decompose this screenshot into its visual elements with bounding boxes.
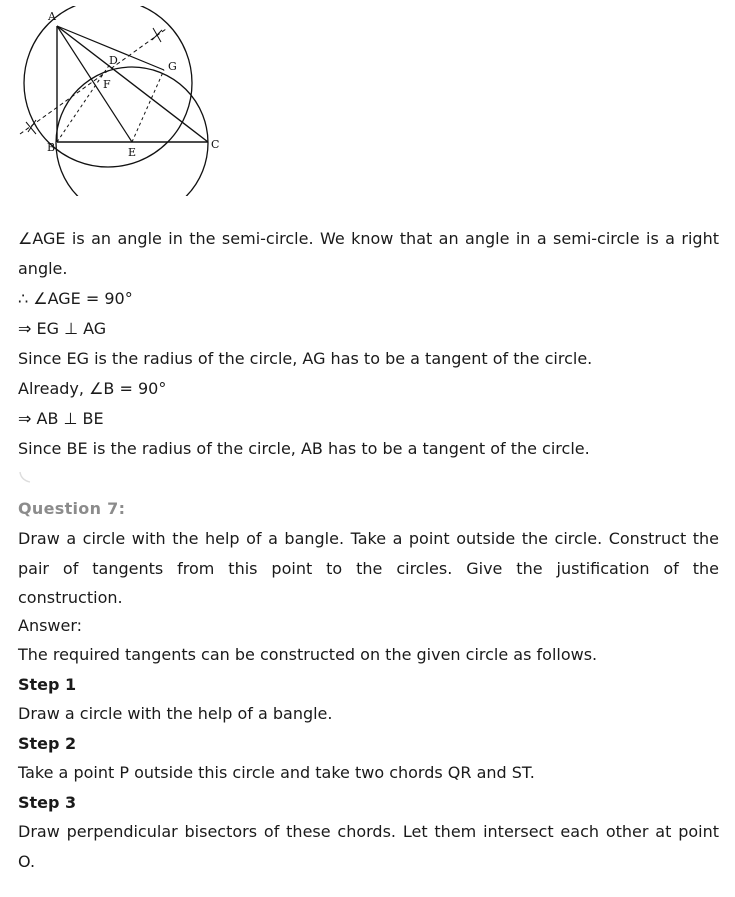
answer-intro: The required tangents can be constructed on the given circle as follows. — [18, 645, 598, 664]
text-line: ⇒ AB ⊥ BE — [18, 409, 104, 428]
label-f: F — [103, 78, 111, 91]
segment-eg — [132, 70, 164, 142]
label-c: C — [211, 138, 220, 151]
label-b: B — [47, 141, 56, 154]
label-a: A — [48, 10, 56, 23]
geometry-figure — [14, 6, 226, 196]
answer-label: Answer: — [18, 616, 83, 635]
step-title: Step 2 — [18, 734, 77, 753]
text-line: Since BE is the radius of the circle, AB has to be a tangent of the circle. — [18, 439, 590, 458]
step-text: Draw perpendicular bisectors of these chords. Let them intersect each other at point — [18, 822, 719, 841]
segment-ac — [57, 26, 208, 142]
step-text: Take a point P outside this circle and take two chords QR and ST. — [18, 763, 535, 782]
circle-centered-e — [56, 67, 208, 196]
question-text-line: construction. — [18, 588, 123, 607]
arc-mark-right — [152, 28, 162, 42]
text-line: ∠AGE is an angle in the semi-circle. We know that an angle in a semi-circle is a right — [18, 229, 719, 248]
section-spacer — [18, 464, 719, 494]
circle-construction-diagram — [14, 6, 226, 196]
step-title: Step 1 — [18, 675, 77, 694]
step-text: O. — [18, 852, 36, 871]
step-text: Draw a circle with the help of a bangle. — [18, 704, 333, 723]
text-line: angle. — [18, 259, 68, 278]
solution-content — [18, 224, 719, 877]
question-heading: Question 7: — [18, 499, 126, 518]
arc-mark-left — [26, 120, 36, 134]
label-g: G — [168, 60, 177, 73]
question-text-line: Draw a circle with the help of a bangle. Take a point outside the circle. Construct the — [18, 529, 719, 548]
text-line: Already, ∠B = 90° — [18, 379, 167, 398]
step-title: Step 3 — [18, 793, 77, 812]
text-line: ⇒ EG ⊥ AG — [18, 319, 107, 338]
label-d: D — [109, 54, 118, 67]
text-line: ∴ ∠AGE = 90° — [18, 289, 133, 308]
segment-bd — [57, 64, 110, 142]
question-text-line: pair of tangents from this point to the circles. Give the justification of the — [18, 559, 719, 578]
text-line: Since EG is the radius of the circle, AG has to be a tangent of the circle. — [18, 349, 593, 368]
faint-mark-icon — [18, 470, 32, 484]
label-e: E — [128, 146, 137, 159]
